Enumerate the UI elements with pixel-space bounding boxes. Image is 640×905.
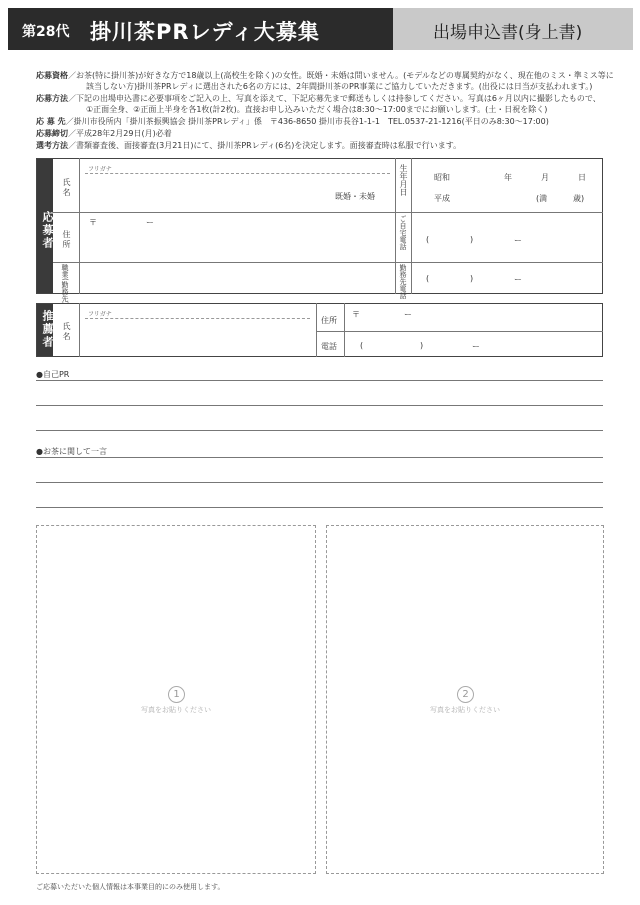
recommender-address-label: 住所 [321, 316, 337, 325]
applicant-address-label: 住所 [62, 230, 71, 250]
year-label: 年 [504, 173, 512, 182]
work-phone-dash: ー [514, 275, 522, 284]
recommender-section-header: 推薦者 [37, 304, 53, 356]
privacy-note: ご応募いただいた個人情報は本事業目的にのみ使用します。 [36, 883, 225, 891]
job-label: 職業(勤務先) [61, 264, 69, 305]
address-line: 応 募 先／掛川市役所内「掛川茶振興協会 掛川茶PRレディ」係 〒436-8650 掛川市長谷1-1-1 TEL.0537-21-1216(平日のみ8:30〜17:00) [36, 117, 549, 126]
applicant-furigana-label: フリガナ [88, 166, 112, 173]
selection-line: 選考方法／書類審査後、面接審査(3月21日)にて、掛川茶PRレディ(6名)を決定します。面接審査時は私服で行います。 [36, 141, 462, 150]
day-label: 日 [578, 173, 586, 182]
page-title: 掛川茶PRレディ大募集 [90, 20, 320, 44]
recommender-name-label: 氏名 [62, 322, 71, 342]
age-close: 歳) [573, 194, 585, 203]
photo-two-number: 2 [457, 686, 474, 703]
applicant-name-label: 氏名 [62, 178, 71, 198]
recommender-table [36, 303, 603, 357]
method-line-1: 応募方法／下記の出場申込書に必要事項をご記入の上、写真を添えて、下記応募先まで郵送もしくは持参してください。写真は6ヶ月以内に撮影したもので、 [36, 94, 601, 103]
marital-status[interactable]: 既婚・未婚 [335, 192, 375, 201]
home-phone-open: ( [426, 235, 430, 244]
applicant-section-header: 応募者 [37, 159, 53, 293]
recommender-postal-mark: 〒 [352, 310, 360, 319]
header-banner [8, 8, 393, 50]
recommender-furigana-label: フリガナ [88, 311, 112, 318]
birthdate-label: 生年月日 [399, 164, 408, 196]
deadline-line: 応募締切／平成28年2月29日(月)必着 [36, 129, 172, 138]
era-showa[interactable]: 昭和 [434, 173, 450, 182]
self-pr-line-2[interactable] [36, 430, 603, 431]
month-label: 月 [541, 173, 549, 182]
work-phone-close: ) [470, 274, 474, 283]
applicant-postal-dash: ー [146, 218, 154, 227]
tea-line-2[interactable] [36, 507, 603, 508]
self-pr-label: ●自己PR [36, 370, 70, 379]
form-title-box [393, 8, 633, 50]
edition-label: 第28代 [22, 24, 70, 40]
recommender-phone-label: 電話 [321, 342, 337, 351]
photo-two-caption: 写真をお貼りください [430, 706, 500, 714]
eligibility-line-1: 応募資格／お茶(特に掛川茶)が好きな方で18歳以上(高校生を除く)の女性。既婚・未婚は問いません。(モデルなどの専属契約がなく、現在他のミス・準ミス等に [36, 71, 614, 80]
photo-one-caption: 写真をお貼りください [141, 706, 211, 714]
recommender-postal-dash: ー [404, 310, 412, 319]
applicant-postal-mark: 〒 [89, 218, 97, 227]
home-phone-label: ご自宅電話 [399, 215, 407, 250]
form-title: 出場申込書(身上書) [433, 23, 583, 43]
tea-comment-label: ●お茶に関して一言 [36, 447, 107, 456]
work-phone-label: 勤務先電話 [399, 264, 407, 299]
recommender-phone-close: ) [420, 341, 424, 350]
self-pr-line-1[interactable] [36, 405, 603, 406]
method-line-2: ①正面全身、②正面上半身を各1枚(計2枚)。直接お申し込みいただく場合は8:30〜17:00までにお願いします。(土・日祝を除く) [86, 105, 548, 114]
era-heisei[interactable]: 平成 [434, 194, 450, 203]
eligibility-line-2: 該当しない方)掛川茶PRレディに選出された6名の方には、2年間掛川茶のPR事業にご協力していただきます。(出役には日当が支払われます。) [86, 82, 593, 91]
recommender-phone-dash: ー [472, 342, 480, 351]
home-phone-close: ) [470, 235, 474, 244]
recommender-phone-open: ( [360, 341, 364, 350]
photo-one-number: 1 [168, 686, 185, 703]
age-open: (満 [536, 194, 548, 203]
tea-line-1[interactable] [36, 482, 603, 483]
work-phone-open: ( [426, 274, 430, 283]
home-phone-dash: ー [514, 236, 522, 245]
